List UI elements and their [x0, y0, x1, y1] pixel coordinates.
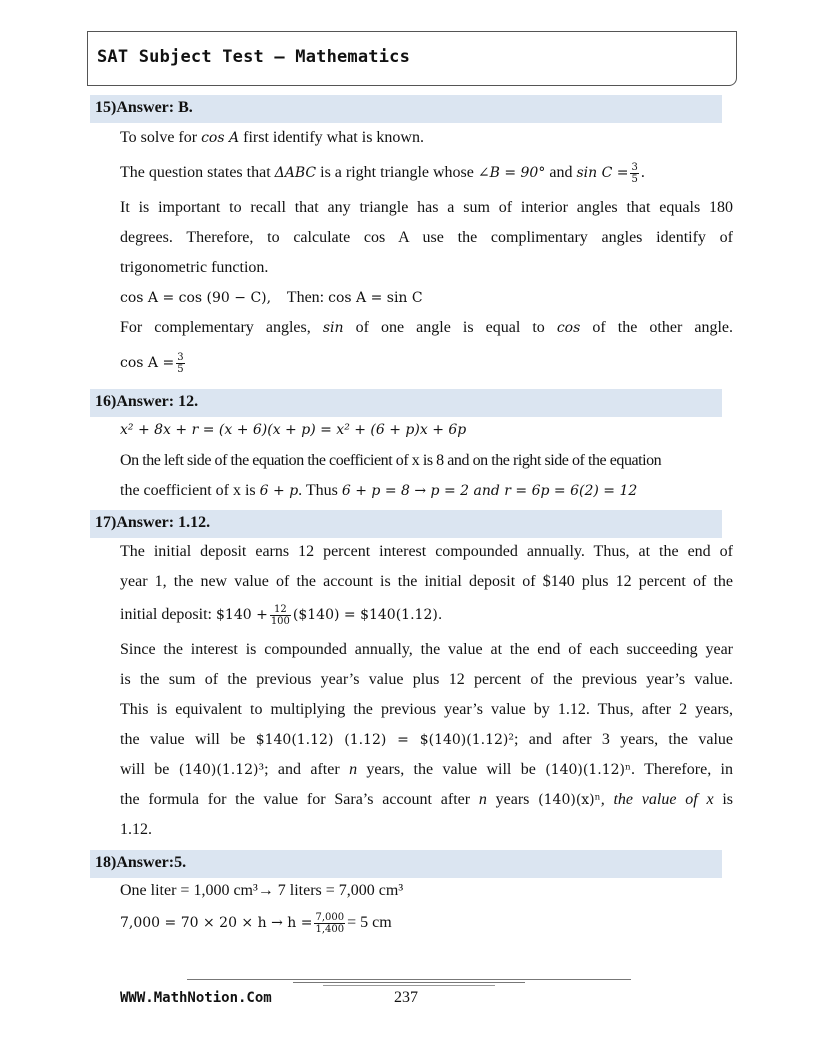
q17-line-3: initial deposit: $140 + $\frac{12}{100}$ ($140) = $140(1.12).	[120, 604, 443, 627]
answer-label-16: 16)Answer: 12.	[95, 393, 199, 410]
answer-label-17: 17)Answer: 1.12.	[95, 514, 211, 531]
q15-line-6: cos A = cos (90 − C), Then: cos A = sin C	[120, 289, 423, 306]
footer-rule	[323, 985, 495, 986]
q18-line-2: 7,000 = 70 × 20 × h → h = $\frac{7,000}{1,400}$ = 5 cm	[120, 912, 392, 935]
fraction-12-100: $\frac{12}{100}$	[270, 604, 290, 627]
answer-label-15: 15)Answer: B.	[95, 99, 193, 116]
q17-line-1: The initial deposit earns 12 percent interest compounded annually. Thus, at the end of	[120, 543, 733, 560]
footer-rule	[293, 982, 525, 983]
q17-line-8: will be (140)(1.12)³; and after n years, the value will be (140)(1.12)ⁿ. Therefore, in	[120, 761, 734, 778]
q17-line-9: the formula for the value for Sara’s account after n years (140)(x)ⁿ, the value of x is	[120, 791, 734, 808]
footer-rule	[187, 979, 631, 980]
fraction-7000-1400: $\frac{7,000}{1,400}$	[315, 912, 345, 935]
page-number: 237	[394, 989, 418, 1006]
fraction-3-5: $\frac{3}{5}$	[631, 162, 638, 185]
q17-line-2: year 1, the new value of the account is the initial deposit of $140 plus 12 percent of the	[120, 573, 733, 590]
q15-line-7: For complementary angles, sin of one angle is equal to cos of the other angle.	[120, 319, 733, 336]
q17-line-5: is the sum of the previous year’s value plus 12 percent of the previous year’s value.	[120, 671, 733, 688]
q18-line-1: One liter = 1,000 cm³→ 7 liters = 7,000 cm³	[120, 882, 404, 899]
q17-line-7: the value will be $140(1.12) (1.12) = $(140)(1.12)²; and after 3 years, the value	[120, 731, 734, 748]
q16-line-1: x² + 8x + r = (x + 6)(x + p) = x² + (6 + p)x + 6p	[120, 422, 467, 438]
q15-line-5: trigonometric function.	[120, 259, 269, 276]
page-title: SAT Subject Test – Mathematics	[97, 47, 411, 67]
q15-line-4: degrees. Therefore, to calculate cos A use the complimentary angles identify of	[120, 229, 733, 246]
q15-line-1: To solve for cos A first identify what is known.	[120, 129, 424, 146]
footer-website: WWW.MathNotion.Com	[120, 990, 272, 1006]
q15-line-3: It is important to recall that any triangle has a sum of interior angles that equals 180	[120, 199, 733, 216]
q15-line-2: The question states that ΔABC is a right triangle whose ∠B = 90° and sin C = $\frac{3}{5}$ .	[120, 162, 645, 185]
q17-line-6: This is equivalent to multiplying the previous year’s value by 1.12. Thus, after 2 years,	[120, 701, 733, 718]
q16-line-3: the coefficient of x is 6 + p. Thus 6 + p = 8 → p = 2 and r = 6p = 6(2) = 12	[120, 482, 638, 499]
q17-line-10: 1.12.	[120, 821, 152, 838]
answer-label-18: 18)Answer:5.	[95, 854, 187, 871]
q15-line-8: cos A = $\frac{3}{5}$	[120, 352, 184, 375]
q16-line-2: On the left side of the equation the coefficient of x is 8 and on the right side of the equation	[120, 452, 662, 469]
q17-line-4: Since the interest is compounded annually, the value at the end of each succeeding year	[120, 641, 733, 658]
fraction-3-5: $\frac{3}{5}$	[177, 352, 184, 375]
